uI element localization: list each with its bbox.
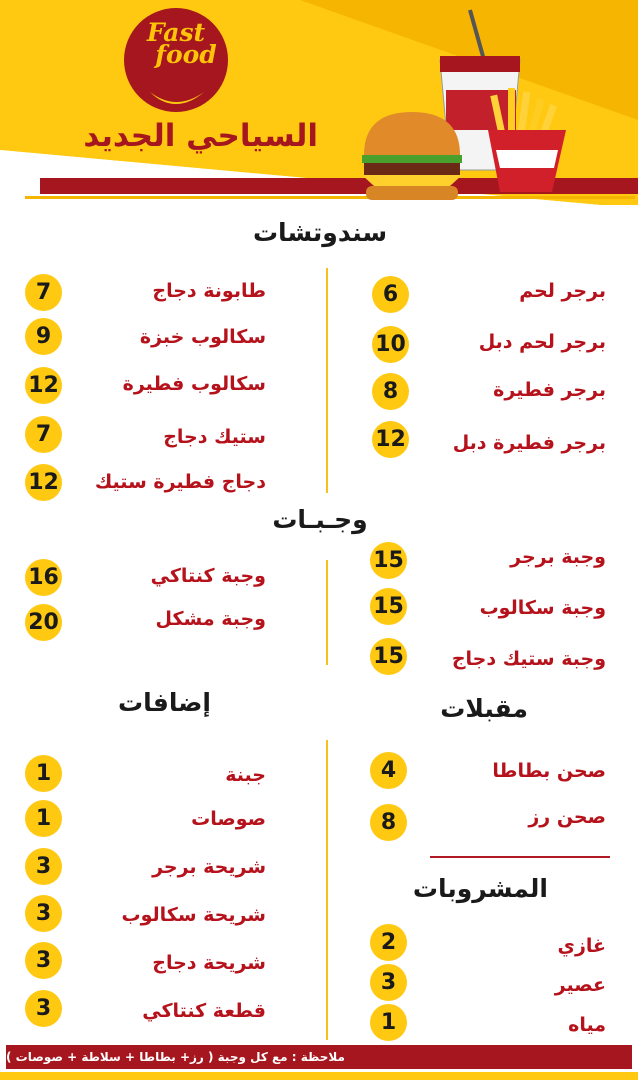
footer-note: ملاحظة : مع كل وجبة ( رز+ بطاطا + سلاطة + صوصات )	[6, 1045, 632, 1069]
price-badge: 1	[370, 1004, 407, 1041]
meals-divider	[326, 560, 328, 665]
price-badge: 4	[370, 752, 407, 789]
section-title-extras: إضافات	[118, 688, 211, 717]
section-title-sandwiches: سندوتشات	[252, 218, 388, 247]
menu-item-name: برجر فطيرة	[493, 379, 606, 401]
menu-item-name: صوصات	[191, 808, 266, 830]
menu-item-name: ستيك دجاج	[163, 426, 266, 448]
menu-item-name: وجبة برجر	[510, 546, 606, 568]
menu-item-name: مياه	[568, 1014, 606, 1036]
menu-item-name: برجر لحم	[519, 280, 606, 302]
menu-item-name: صحن بطاطا	[492, 760, 606, 782]
menu-item-name: شريحة سكالوب	[121, 904, 266, 926]
price-badge: 3	[370, 964, 407, 1001]
price-badge: 3	[25, 942, 62, 979]
section-title-appetizers: مقبلات	[440, 694, 528, 723]
price-badge: 9	[25, 318, 62, 355]
menu-item-name: صحن رز	[528, 806, 606, 828]
price-badge: 15	[370, 542, 407, 579]
sandwiches-divider	[326, 268, 328, 493]
menu-item-name: وجبة كنتاكي	[150, 565, 266, 587]
menu-item-name: قطعة كنتاكي	[142, 1000, 266, 1022]
footer-accent-line	[0, 1072, 638, 1080]
menu-item-name: عصير	[554, 974, 606, 996]
price-badge: 1	[25, 755, 62, 792]
section-title-meals: وجـبـات	[272, 505, 368, 534]
price-badge: 16	[25, 559, 62, 596]
price-badge: 3	[25, 990, 62, 1027]
menu-item-name: سكالوب فطيرة	[122, 373, 266, 395]
price-badge: 7	[25, 416, 62, 453]
menu-item-name: دجاج فطيرة ستيك	[94, 471, 266, 493]
price-badge: 12	[25, 464, 62, 501]
price-badge: 15	[370, 638, 407, 675]
menu-item-name: طابونة دجاج	[152, 280, 266, 302]
price-badge: 1	[25, 800, 62, 837]
menu-item-name: وجبة مشكل	[155, 608, 266, 630]
drinks-divider	[430, 856, 610, 858]
logo-line-food: food	[155, 40, 217, 69]
price-badge: 3	[25, 895, 62, 932]
menu-item-name: برجر لحم دبل	[478, 331, 606, 353]
menu-item-name: برجر فطيرة دبل	[452, 432, 606, 454]
logo-text	[128, 18, 224, 69]
price-badge: 2	[370, 924, 407, 961]
price-badge: 8	[372, 373, 409, 410]
lower-divider	[326, 740, 328, 1040]
menu-item-name: شريحة دجاج	[152, 952, 266, 974]
burger-icon	[362, 112, 462, 200]
price-badge: 8	[370, 804, 407, 841]
price-badge: 20	[25, 604, 62, 641]
menu-item-name: غازي	[557, 935, 606, 957]
section-title-drinks: المشروبات	[412, 874, 548, 903]
price-badge: 15	[370, 588, 407, 625]
price-badge: 10	[372, 326, 409, 363]
menu-item-name: وجبة ستيك دجاج	[451, 648, 606, 670]
menu-item-name: شريحة برجر	[152, 856, 266, 878]
menu-item-name: جبنة	[225, 764, 266, 786]
header-banner	[0, 0, 638, 215]
price-badge: 12	[372, 421, 409, 458]
logo-line-fast: Fast	[146, 18, 206, 47]
restaurant-name: السياحي الجديد	[83, 118, 318, 154]
price-badge: 7	[25, 274, 62, 311]
menu-item-name: وجبة سكالوب	[479, 597, 606, 619]
price-badge: 6	[372, 276, 409, 313]
price-badge: 12	[25, 367, 62, 404]
price-badge: 3	[25, 848, 62, 885]
menu-item-name: سكالوب خبزة	[139, 326, 266, 348]
